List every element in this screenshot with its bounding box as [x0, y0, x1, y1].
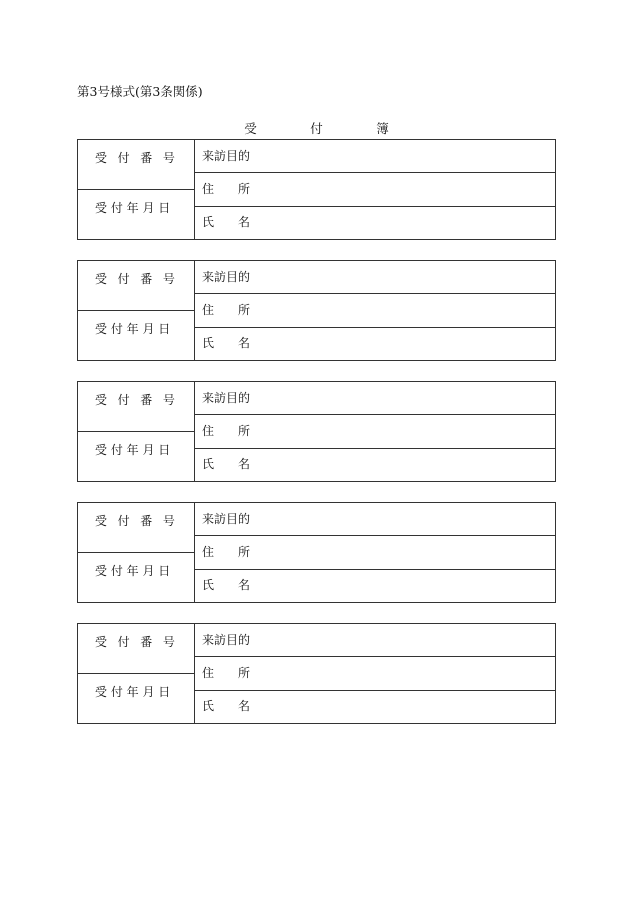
- address-label: 住 所: [202, 182, 251, 196]
- reception-number-cell[interactable]: [78, 382, 194, 432]
- name-label: 氏 名: [202, 457, 251, 471]
- address-field[interactable]: [195, 657, 555, 691]
- form-title: 第3号様式(第3条関係): [77, 84, 203, 99]
- heading-char-3: 簿: [376, 121, 389, 136]
- name-label: 氏 名: [202, 578, 251, 592]
- document-heading: [77, 121, 556, 137]
- purpose-label: 来訪目的: [202, 391, 251, 405]
- name-field[interactable]: [195, 449, 555, 481]
- entry-left-column: [78, 261, 195, 360]
- reception-date-label: 受 付 年 月 日: [95, 201, 171, 215]
- reception-number-label: 受 付 番 号: [95, 635, 176, 649]
- name-field[interactable]: [195, 570, 555, 602]
- reception-date-label: 受 付 年 月 日: [95, 443, 171, 457]
- entry-left-column: [78, 624, 195, 723]
- name-label: 氏 名: [202, 336, 251, 350]
- reception-date-label: 受 付 年 月 日: [95, 564, 171, 578]
- reception-date-cell[interactable]: [78, 674, 194, 723]
- reception-number-label: 受 付 番 号: [95, 514, 176, 528]
- reception-number-cell[interactable]: [78, 624, 194, 674]
- address-label: 住 所: [202, 303, 251, 317]
- purpose-label: 来訪目的: [202, 512, 251, 526]
- purpose-field[interactable]: [195, 261, 555, 294]
- address-label: 住 所: [202, 666, 251, 680]
- reception-number-label: 受 付 番 号: [95, 151, 176, 165]
- purpose-label: 来訪目的: [202, 270, 251, 284]
- entry-right-column: [195, 503, 555, 602]
- purpose-label: 来訪目的: [202, 633, 251, 647]
- purpose-field[interactable]: [195, 624, 555, 657]
- name-field[interactable]: [195, 691, 555, 723]
- reception-date-cell[interactable]: [78, 553, 194, 602]
- address-field[interactable]: [195, 536, 555, 570]
- name-label: 氏 名: [202, 215, 251, 229]
- name-field[interactable]: [195, 328, 555, 360]
- name-label: 氏 名: [202, 699, 251, 713]
- reception-date-cell[interactable]: [78, 311, 194, 360]
- purpose-field[interactable]: [195, 140, 555, 173]
- entry-right-column: [195, 382, 555, 481]
- entry-right-column: [195, 261, 555, 360]
- entry-left-column: [78, 382, 195, 481]
- name-field[interactable]: [195, 207, 555, 239]
- reception-entry-5: [77, 623, 556, 724]
- heading-char-1: 受: [244, 121, 257, 136]
- entry-right-column: [195, 140, 555, 239]
- reception-number-cell[interactable]: [78, 503, 194, 553]
- purpose-label: 来訪目的: [202, 149, 251, 163]
- reception-date-label: 受 付 年 月 日: [95, 685, 171, 699]
- purpose-field[interactable]: [195, 382, 555, 415]
- entry-right-column: [195, 624, 555, 723]
- address-field[interactable]: [195, 173, 555, 207]
- reception-number-cell[interactable]: [78, 261, 194, 311]
- reception-date-cell[interactable]: [78, 432, 194, 481]
- address-label: 住 所: [202, 545, 251, 559]
- reception-date-label: 受 付 年 月 日: [95, 322, 171, 336]
- reception-number-cell[interactable]: [78, 140, 194, 190]
- reception-entry-3: [77, 381, 556, 482]
- heading-char-2: 付: [310, 121, 323, 136]
- entry-left-column: [78, 140, 195, 239]
- reception-date-cell[interactable]: [78, 190, 194, 239]
- address-field[interactable]: [195, 415, 555, 449]
- address-label: 住 所: [202, 424, 251, 438]
- address-field[interactable]: [195, 294, 555, 328]
- entry-left-column: [78, 503, 195, 602]
- reception-entry-1: [77, 139, 556, 240]
- reception-entry-4: [77, 502, 556, 603]
- reception-number-label: 受 付 番 号: [95, 393, 176, 407]
- reception-number-label: 受 付 番 号: [95, 272, 176, 286]
- purpose-field[interactable]: [195, 503, 555, 536]
- reception-entry-2: [77, 260, 556, 361]
